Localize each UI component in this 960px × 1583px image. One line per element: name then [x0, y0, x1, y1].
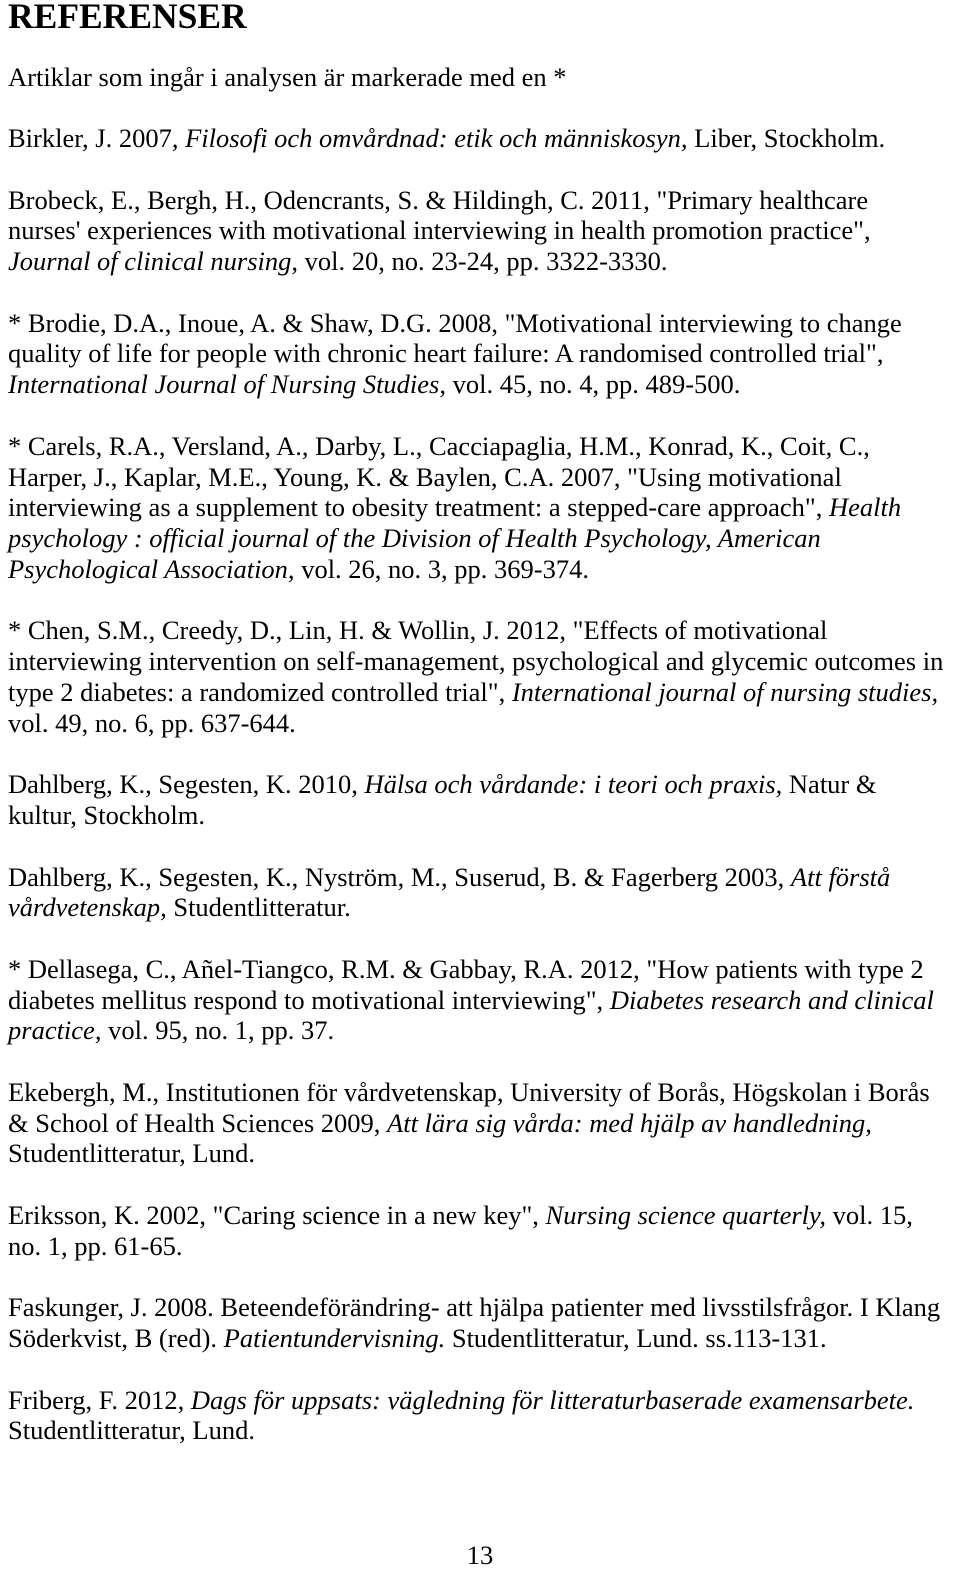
- reference-friberg-2012: [8, 1385, 958, 1447]
- reference-ekebergh-2009: [8, 1077, 958, 1169]
- reference-text: * Dellasega, C., Añel-Tiangco, R.M. & Gabbay, R.A. 2012, "How patients with type 2: [8, 953, 924, 984]
- reference-text: Birkler, J. 2007,: [8, 123, 186, 154]
- reference-dahlberg-2010: [8, 769, 958, 831]
- reference-source-title: Dags för uppsats: vägledning för litteraturbaserade examensarbete.: [190, 1384, 915, 1415]
- reference-text: diabetes mellitus respond to motivational interviewing",: [8, 984, 610, 1015]
- reference-text: vol. 45, no. 4, pp. 489-500.: [446, 369, 741, 400]
- reference-text: Eriksson, K. 2002, "Caring science in a new key",: [8, 1199, 546, 1230]
- reference-source-title: Psychological Association,: [8, 553, 295, 584]
- reference-line: [8, 1138, 958, 1169]
- reference-eriksson-2002: [8, 1200, 958, 1262]
- reference-line: [8, 431, 958, 462]
- reference-source-title: Hälsa och vårdande: i teori och praxis,: [364, 769, 783, 800]
- reference-line: [8, 185, 958, 216]
- reference-line: [8, 954, 958, 985]
- reference-source-title: Diabetes research and clinical: [609, 984, 934, 1015]
- reference-text: vol. 20, no. 23-24, pp. 3322-3330.: [298, 246, 668, 277]
- reference-source-title: psychology : official journal of the Division of Health Psychology, American: [8, 523, 821, 554]
- page-title: REFERENSER: [8, 0, 247, 36]
- reference-source-title: Health: [828, 492, 902, 523]
- reference-text: nurses' experiences with motivational interviewing in health promotion practice",: [8, 215, 871, 246]
- reference-line: [8, 1323, 958, 1354]
- reference-source-title: Patientundervisning.: [223, 1322, 446, 1353]
- reference-text: & School of Health Sciences 2009,: [8, 1107, 388, 1138]
- reference-source-title: Journal of clinical nursing,: [8, 246, 299, 277]
- page-number: 13: [466, 1540, 494, 1570]
- reference-text: Studentlitteratur, Lund.: [8, 1138, 255, 1169]
- reference-text: type 2 diabetes: a randomized controlled trial",: [8, 676, 512, 707]
- reference-line: [8, 1015, 958, 1046]
- reference-source-title: practice,: [8, 1015, 102, 1046]
- reference-text: * Carels, R.A., Versland, A., Darby, L., Cacciapaglia, H.M., Konrad, K., Coit, C.,: [8, 430, 870, 461]
- reference-text: Friberg, F. 2012,: [8, 1384, 191, 1415]
- reference-text: Liber, Stockholm.: [687, 123, 886, 154]
- reference-line: [8, 615, 958, 646]
- reference-source-title: Nursing science quarterly,: [545, 1199, 826, 1230]
- reference-line: [8, 123, 958, 154]
- reference-line: [8, 1292, 958, 1323]
- reference-text: Dahlberg, K., Segesten, K. 2010,: [8, 769, 365, 800]
- reference-line: [8, 1108, 958, 1139]
- reference-text: Harper, J., Kaplar, M.E., Young, K. & Baylen, C.A. 2007, "Using motivational: [8, 461, 842, 492]
- reference-line: [8, 523, 958, 554]
- reference-text: kultur, Stockholm.: [8, 799, 205, 830]
- reference-line: [8, 215, 958, 246]
- reference-line: [8, 369, 958, 400]
- reference-text: vol. 26, no. 3, pp. 369-374.: [294, 553, 589, 584]
- reference-brodie-2008: [8, 308, 958, 400]
- reference-line: [8, 862, 958, 893]
- reference-source-title: vårdvetenskap,: [8, 892, 167, 923]
- reference-text: Ekebergh, M., Institutionen för vårdvetenskap, University of Borås, Högskolan i Borås: [8, 1076, 930, 1107]
- intro-note: Artiklar som ingår i analysen är markerade med en *: [8, 61, 567, 92]
- reference-line: [8, 1077, 958, 1108]
- reference-line: [8, 1231, 958, 1262]
- reference-text: vol. 95, no. 1, pp. 37.: [101, 1015, 335, 1046]
- reference-text: Studentlitteratur.: [166, 892, 351, 923]
- intro-paragraph: [8, 62, 958, 93]
- reference-carels-2007: [8, 431, 958, 585]
- reference-line: [8, 1415, 958, 1446]
- reference-line: [8, 1385, 958, 1416]
- reference-text: Studentlitteratur, Lund. ss.113-131.: [445, 1322, 827, 1353]
- reference-line: [8, 462, 958, 493]
- reference-text: quality of life for people with chronic heart failure: A randomised controlled trial",: [8, 338, 884, 369]
- reference-source-title: Att lära sig vårda: med hjälp av handledning,: [387, 1107, 872, 1138]
- reference-text: Dahlberg, K., Segesten, K., Nyström, M., Suserud, B. & Fagerberg 2003,: [8, 861, 791, 892]
- reference-text: Natur &: [782, 769, 877, 800]
- reference-line: [8, 554, 958, 585]
- reference-dellasega-2012: [8, 954, 958, 1046]
- reference-text: no. 1, pp. 61-65.: [8, 1230, 183, 1261]
- reference-line: [8, 308, 958, 339]
- reference-line: [8, 1200, 958, 1231]
- reference-line: [8, 677, 958, 708]
- reference-source-title: Filosofi och omvårdnad: etik och människosyn,: [185, 123, 688, 154]
- reference-line: [8, 892, 958, 923]
- reference-brobeck-2011: [8, 185, 958, 277]
- reference-list-document: [8, 0, 958, 1477]
- reference-source-title: Att förstå: [790, 861, 891, 892]
- reference-birkler-2007: [8, 123, 958, 154]
- reference-faskunger-2008: [8, 1292, 958, 1354]
- reference-source-title: International journal of nursing studies,: [511, 676, 939, 707]
- reference-line: [8, 246, 958, 277]
- reference-text: interviewing intervention on self-management, psychological and glycemic outcomes in: [8, 646, 944, 677]
- reference-line: [8, 492, 958, 523]
- reference-line: [8, 646, 958, 677]
- reference-text: Studentlitteratur, Lund.: [8, 1415, 255, 1446]
- reference-line: [8, 769, 958, 800]
- reference-line: [8, 338, 958, 369]
- reference-text: vol. 49, no. 6, pp. 637-644.: [8, 707, 296, 738]
- reference-line: [8, 985, 958, 1016]
- reference-text: Söderkvist, B (red).: [8, 1322, 224, 1353]
- reference-line: [8, 800, 958, 831]
- reference-text: interviewing as a supplement to obesity treatment: a stepped-care approach",: [8, 492, 829, 523]
- reference-dahlberg-2003: [8, 862, 958, 924]
- reference-text: * Brodie, D.A., Inoue, A. & Shaw, D.G. 2008, "Motivational interviewing to change: [8, 307, 902, 338]
- reference-text: vol. 15,: [825, 1199, 913, 1230]
- reference-source-title: International Journal of Nursing Studies,: [8, 369, 446, 400]
- reference-text: Faskunger, J. 2008. Beteendeförändring- att hjälpa patienter med livsstilsfrågor. I Klang: [8, 1292, 941, 1323]
- reference-text: * Chen, S.M., Creedy, D., Lin, H. & Wollin, J. 2012, "Effects of motivational: [8, 615, 828, 646]
- reference-text: Brobeck, E., Bergh, H., Odencrants, S. & Hildingh, C. 2011, "Primary healthcare: [8, 184, 869, 215]
- reference-line: [8, 708, 958, 739]
- reference-chen-2012: [8, 615, 958, 738]
